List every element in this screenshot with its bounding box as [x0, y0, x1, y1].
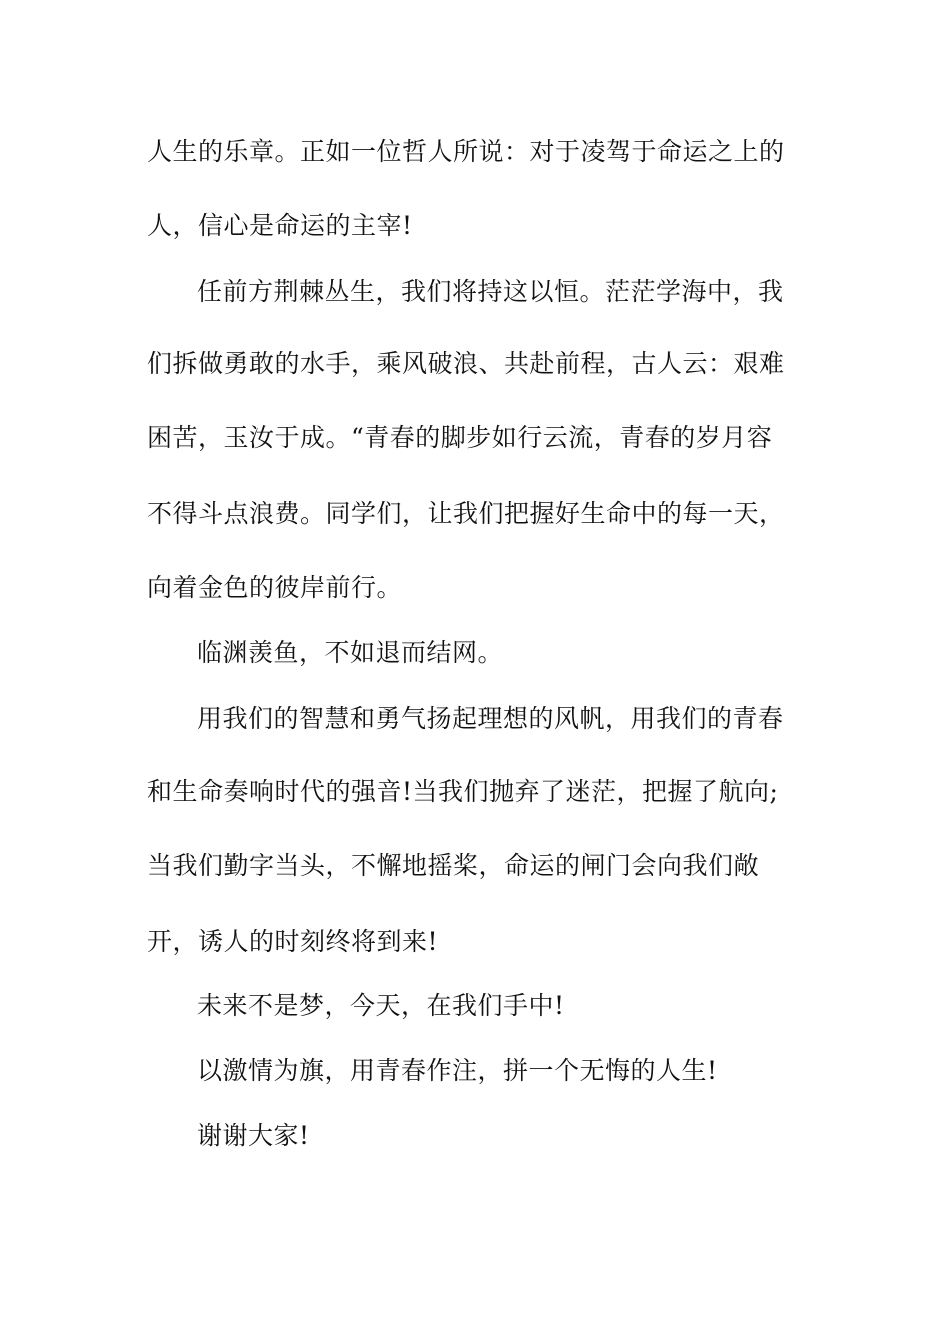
closing-line: 谢谢大家! — [197, 1121, 310, 1150]
paragraph-start-line: 用我们的智慧和勇气扬起理想的风帆，用我们的青春 — [197, 704, 784, 733]
text-line: 开，诱人的时刻终将到来! — [147, 927, 439, 956]
text-line: 向着金色的彼岸前行。 — [147, 573, 403, 602]
paragraph-line: 临渊羡鱼，不如退而结网。 — [197, 638, 504, 667]
paragraph-start-line: 任前方荆棘丛生，我们将持这以恒。茫茫学海中，我 — [197, 277, 784, 306]
text-line: 困苦，玉汝于成。“青春的脚步如行云流，青春的岁月容 — [147, 423, 773, 452]
paragraph-line: 以激情为旗，用青春作注，拼一个无悔的人生! — [197, 1056, 718, 1085]
text-line: 不得斗点浪费。同学们，让我们把握好生命中的每一天， — [147, 499, 785, 528]
text-line: 们拆做勇敢的水手，乘风破浪、共赴前程，古人云：艰难 — [147, 349, 785, 378]
paragraph-line: 未来不是梦，今天，在我们手中! — [197, 991, 565, 1020]
text-line: 人，信心是命运的主宰! — [147, 211, 413, 240]
text-line: 人生的乐章。正如一位哲人所说：对于凌驾于命运之上的 — [147, 137, 785, 166]
text-line: 和生命奏响时代的强音!当我们抛弃了迷茫，把握了航向; — [147, 777, 779, 806]
text-line: 当我们勤字当头，不懈地摇桨，命运的闸门会向我们敞 — [147, 851, 760, 880]
